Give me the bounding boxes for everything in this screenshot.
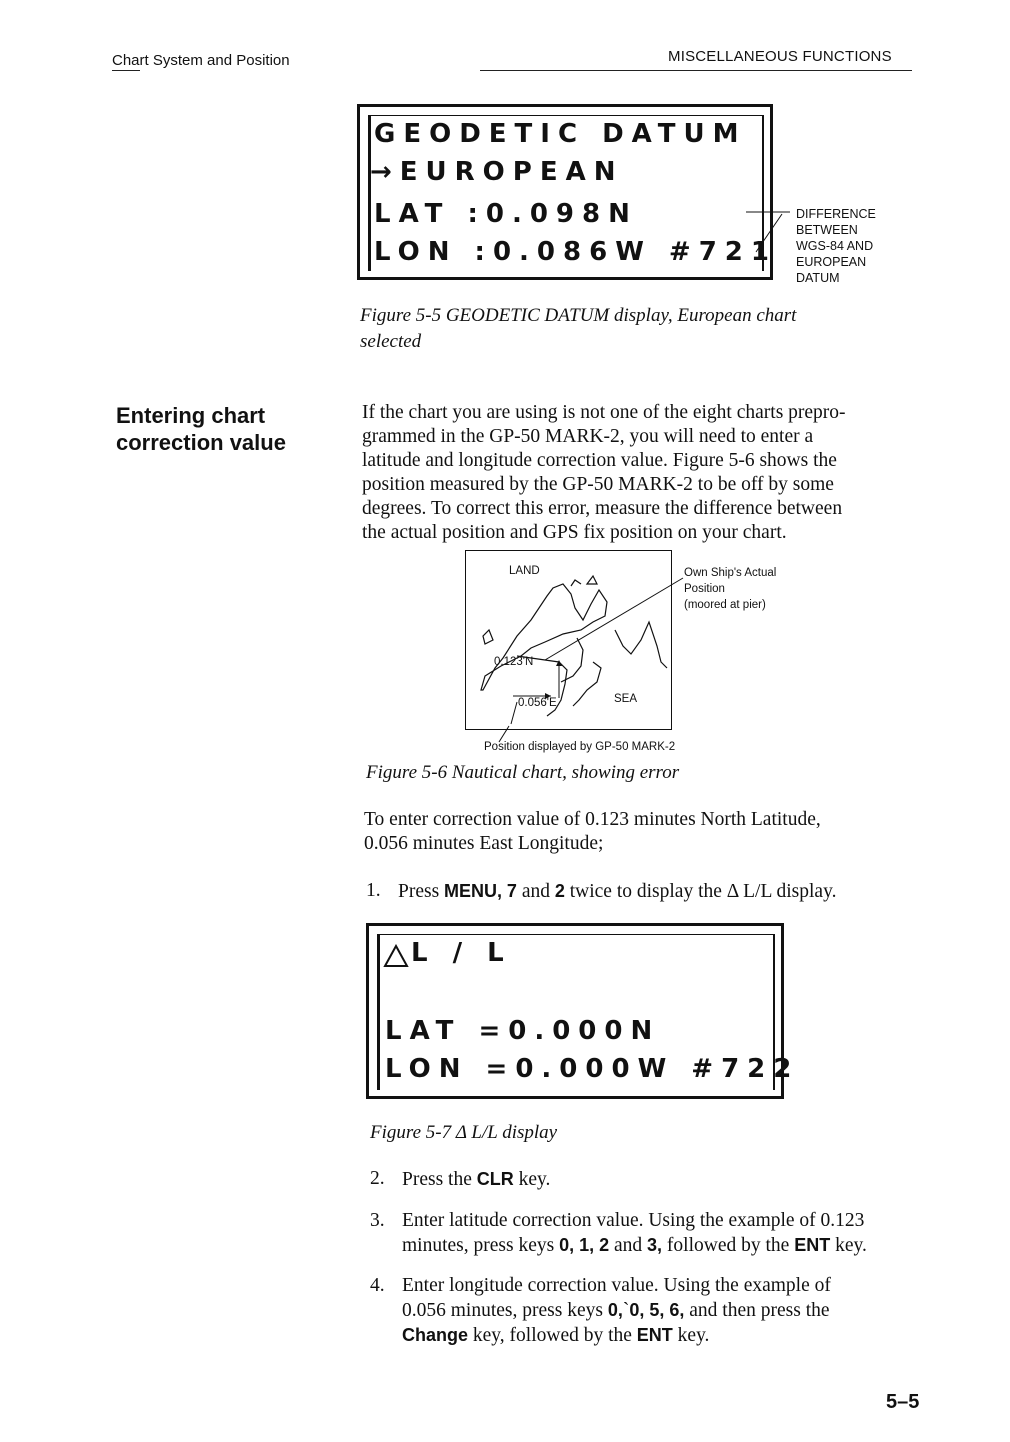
display-line-title: L / L — [411, 938, 512, 968]
delta-symbol-icon — [383, 944, 409, 968]
callout-leader-lines — [740, 200, 800, 260]
step-3: 3. Enter latitude correction value. Using the example of 0.123 minutes, press keys 0, 1, 2 and 3, followed by the ENT key. — [370, 1210, 867, 1256]
figure-5-6-caption: Figure 5-6 Nautical chart, showing error — [366, 762, 680, 783]
delta-ll-display — [366, 923, 800, 1099]
chart-label-land: LAND — [509, 565, 540, 577]
intro-paragraph: If the chart you are using is not one of the eight charts prepro- grammed in the GP-50 MARK-2, you will need to enter a latitude and longitude correction value. Figure 5-6 shows the position measured by the GP-50 MARK-2 to be off by some degrees. To correct this error, measure the difference between the actual position and GPS fix position on your chart. — [362, 402, 846, 543]
running-header-chapter: MISCELLANEOUS FUNCTIONS — [668, 48, 892, 65]
display-line-lon: LON =0.000W #722 — [385, 1054, 800, 1084]
step-4: 4. Enter longitude correction value. Using the example of 0.056 minutes, press keys 0,`0, 5, 6, and then press the Change key, followed by the ENT key. — [370, 1275, 831, 1346]
page-number: 5–5 — [886, 1391, 920, 1413]
chart-label-lon-offset: 0.056'E — [518, 697, 557, 709]
header-rule — [480, 70, 912, 71]
display-line-title: GEODETIC DATUM — [374, 119, 747, 149]
geodetic-datum-display — [357, 104, 777, 280]
displayed-position-label: Position displayed by GP-50 MARK-2 — [484, 741, 676, 753]
own-ship-position-callout: Own Ship's Actual Position (moored at pier) — [684, 567, 777, 611]
step-2: 2. Press the CLR key. — [370, 1168, 551, 1190]
display-line-lat: LAT :0.098N — [374, 199, 638, 229]
display-line-lon: LON :0.086W #721 — [374, 237, 777, 267]
figure-5-7-caption: Figure 5-7 Δ L/L display — [370, 1122, 558, 1143]
figure-5-5-caption: Figure 5-5 GEODETIC DATUM display, European chart selected — [360, 305, 797, 352]
chart-label-sea: SEA — [614, 693, 638, 705]
header-underline-left — [112, 70, 140, 71]
step-1: 1. Press MENU, 7 and 2 twice to display the Δ L/L display. — [366, 880, 837, 902]
running-header-section: Chart System and Position — [112, 52, 290, 69]
display-line-datum: →EUROPEAN — [370, 157, 624, 187]
section-heading: Entering chart correction value — [116, 403, 286, 455]
coastline-drawing — [465, 550, 705, 750]
instruction-paragraph: To enter correction value of 0.123 minutes North Latitude, 0.056 minutes East Longitude; — [364, 809, 821, 854]
datum-difference-callout: DIFFERENCE BETWEEN WGS-84 AND EUROPEAN DATUM — [796, 207, 876, 285]
display-line-lat: LAT =0.000N — [385, 1016, 661, 1046]
chart-label-lat-offset: 0.123'N — [494, 656, 534, 668]
